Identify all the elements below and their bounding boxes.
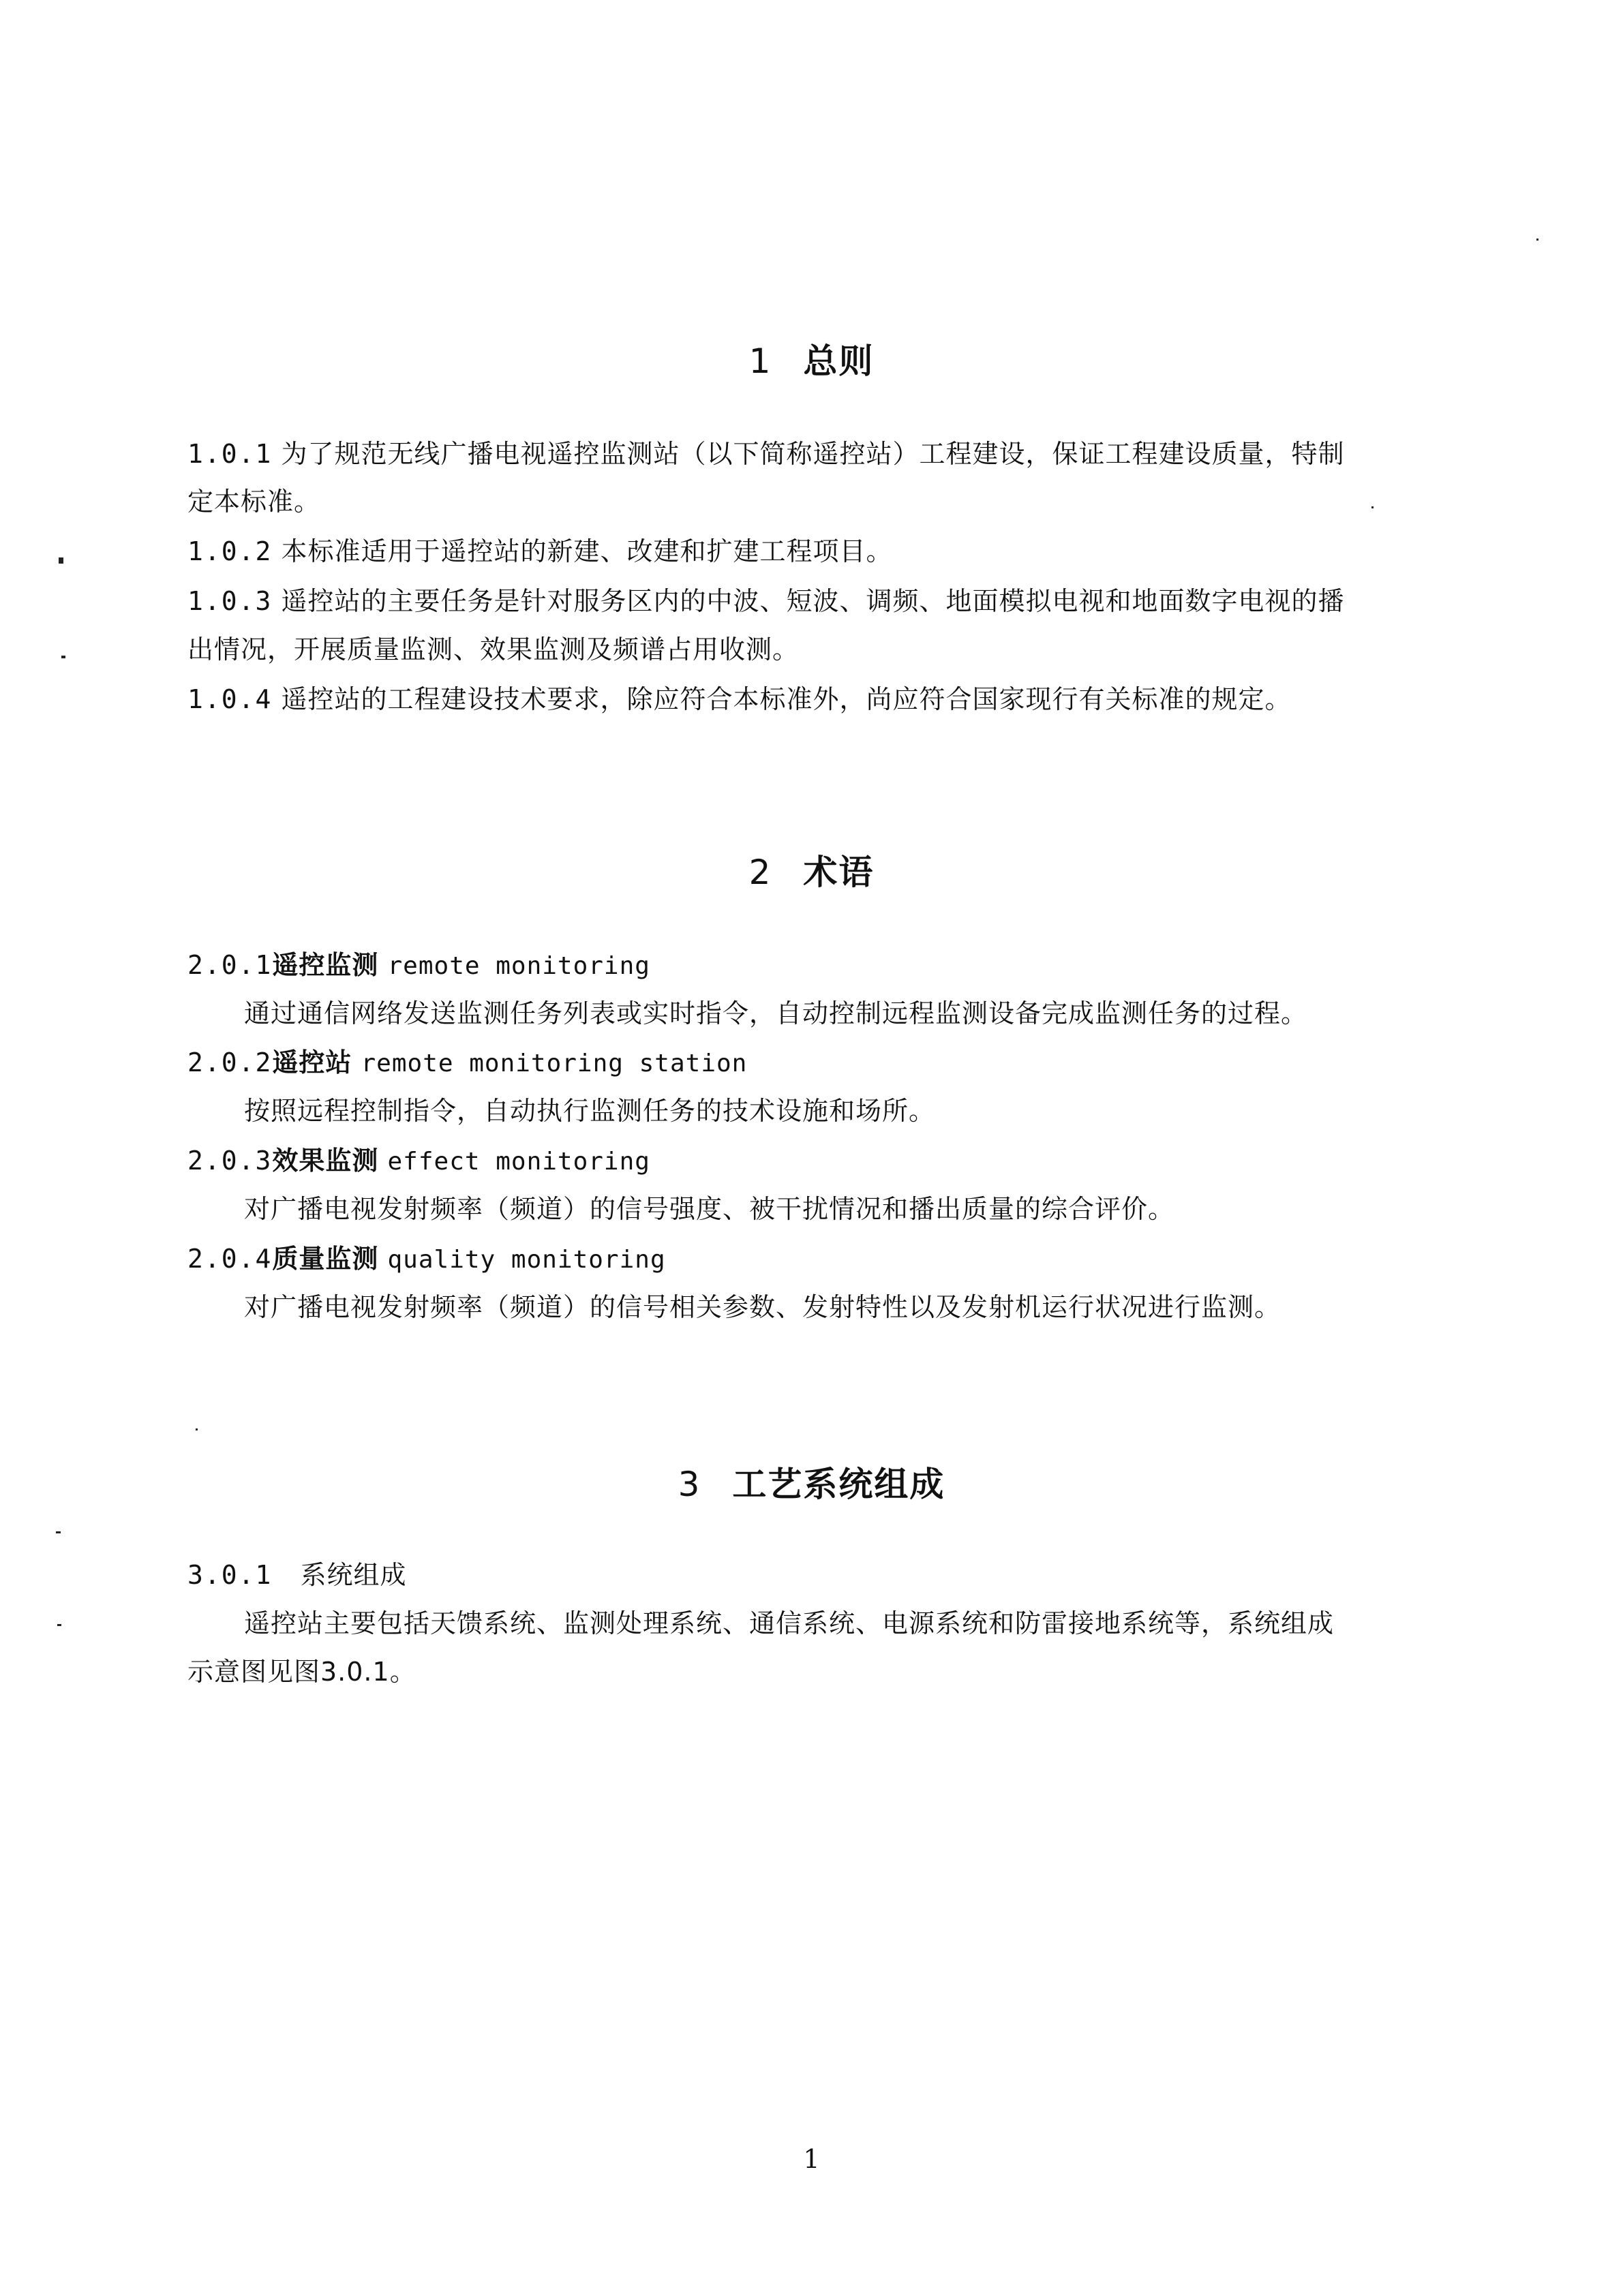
term-english: effect monitoring — [387, 1148, 650, 1176]
scan-speck — [196, 1428, 198, 1430]
term-2-0-1 — [187, 949, 650, 983]
clause-1-0-1 — [187, 438, 1345, 470]
section-1-number: 1 — [748, 341, 772, 381]
clause-text: 为了规范无线广播电视遥控监测站（以下简称遥控站）工程建设，保证工程建设质量，特制 — [281, 439, 1345, 469]
subsection-id: 3.0.1 — [187, 1560, 273, 1590]
term-id: 2.0.1 — [187, 950, 273, 980]
section-2-number: 2 — [748, 853, 772, 892]
paragraph-text: 示意图见图3.0.1。 — [187, 1657, 416, 1687]
term-2-0-4 — [187, 1242, 666, 1276]
section-1-title: 总则 — [803, 341, 875, 381]
term-definition: 按照远程控制指令，自动执行监测任务的技术设施和场所。 — [244, 1096, 936, 1126]
section-3-title: 工艺系统组成 — [732, 1465, 945, 1504]
subsection-3-0-1-heading — [187, 1559, 407, 1591]
section-3-heading — [0, 1457, 1623, 1506]
term-2-0-4-definition — [244, 1291, 1281, 1323]
scan-speck — [56, 1531, 61, 1533]
term-2-0-1-definition — [244, 997, 1307, 1030]
term-definition: 对广播电视发射频率（频道）的信号强度、被干扰情况和播出质量的综合评价。 — [244, 1194, 1175, 1224]
clause-id: 1.0.3 — [187, 586, 273, 616]
term-id: 2.0.3 — [187, 1146, 273, 1176]
term-id: 2.0.4 — [187, 1244, 273, 1274]
clause-text: 遥控站的主要任务是针对服务区内的中波、短波、调频、地面模拟电视和地面数字电视的播 — [281, 586, 1345, 616]
term-english: remote monitoring — [387, 952, 650, 980]
section-2-heading — [0, 845, 1623, 894]
subsection-3-0-1-text — [244, 1607, 1334, 1640]
clause-1-0-3-continued — [187, 633, 799, 666]
term-2-0-3 — [187, 1144, 650, 1178]
section-3-number: 3 — [678, 1465, 701, 1504]
clause-text: 遥控站的工程建设技术要求，除应符合本标准外，尚应符合国家现行有关标准的规定。 — [281, 684, 1292, 714]
clause-text: 定本标准。 — [187, 487, 321, 517]
term-2-0-3-definition — [244, 1193, 1174, 1225]
section-2-title: 术语 — [803, 853, 875, 892]
clause-id: 1.0.1 — [187, 439, 273, 469]
scan-speck — [61, 656, 65, 658]
clause-text: 本标准适用于遥控站的新建、改建和扩建工程项目。 — [281, 536, 893, 566]
term-2-0-2-definition — [244, 1095, 935, 1127]
term-english: quality monitoring — [387, 1246, 666, 1274]
term-definition: 通过通信网络发送监测任务列表或实时指令，自动控制远程监测设备完成监测任务的过程。 — [244, 998, 1308, 1028]
term-english: remote monitoring station — [361, 1050, 748, 1077]
clause-id: 1.0.4 — [187, 684, 273, 714]
term-definition: 对广播电视发射频率（频道）的信号相关参数、发射特性以及发射机运行状况进行监测。 — [244, 1292, 1281, 1322]
paragraph-text: 遥控站主要包括天馈系统、监测处理系统、通信系统、电源系统和防雷接地系统等，系统组成 — [244, 1608, 1335, 1638]
term-chinese: 遥控监测 — [272, 950, 379, 980]
clause-1-0-1-continued — [187, 485, 320, 518]
clause-id: 1.0.2 — [187, 536, 273, 566]
clause-1-0-3 — [187, 585, 1345, 617]
subsection-title: 系统组成 — [300, 1560, 407, 1590]
subsection-3-0-1-text-continued — [187, 1655, 416, 1688]
clause-text: 出情况，开展质量监测、效果监测及频谱占用收测。 — [187, 634, 800, 664]
clause-1-0-2 — [187, 535, 893, 568]
scan-speck — [1371, 506, 1374, 508]
page-number: 1 — [803, 2144, 820, 2174]
term-chinese: 效果监测 — [272, 1146, 379, 1176]
clause-1-0-4 — [187, 683, 1292, 716]
scan-speck — [59, 557, 63, 564]
term-2-0-2 — [187, 1046, 747, 1080]
term-chinese: 遥控站 — [272, 1047, 352, 1077]
section-1-heading — [0, 334, 1623, 383]
term-id: 2.0.2 — [187, 1047, 273, 1077]
term-chinese: 质量监测 — [272, 1244, 379, 1274]
scan-speck — [57, 1624, 61, 1626]
scan-speck — [1536, 239, 1538, 241]
